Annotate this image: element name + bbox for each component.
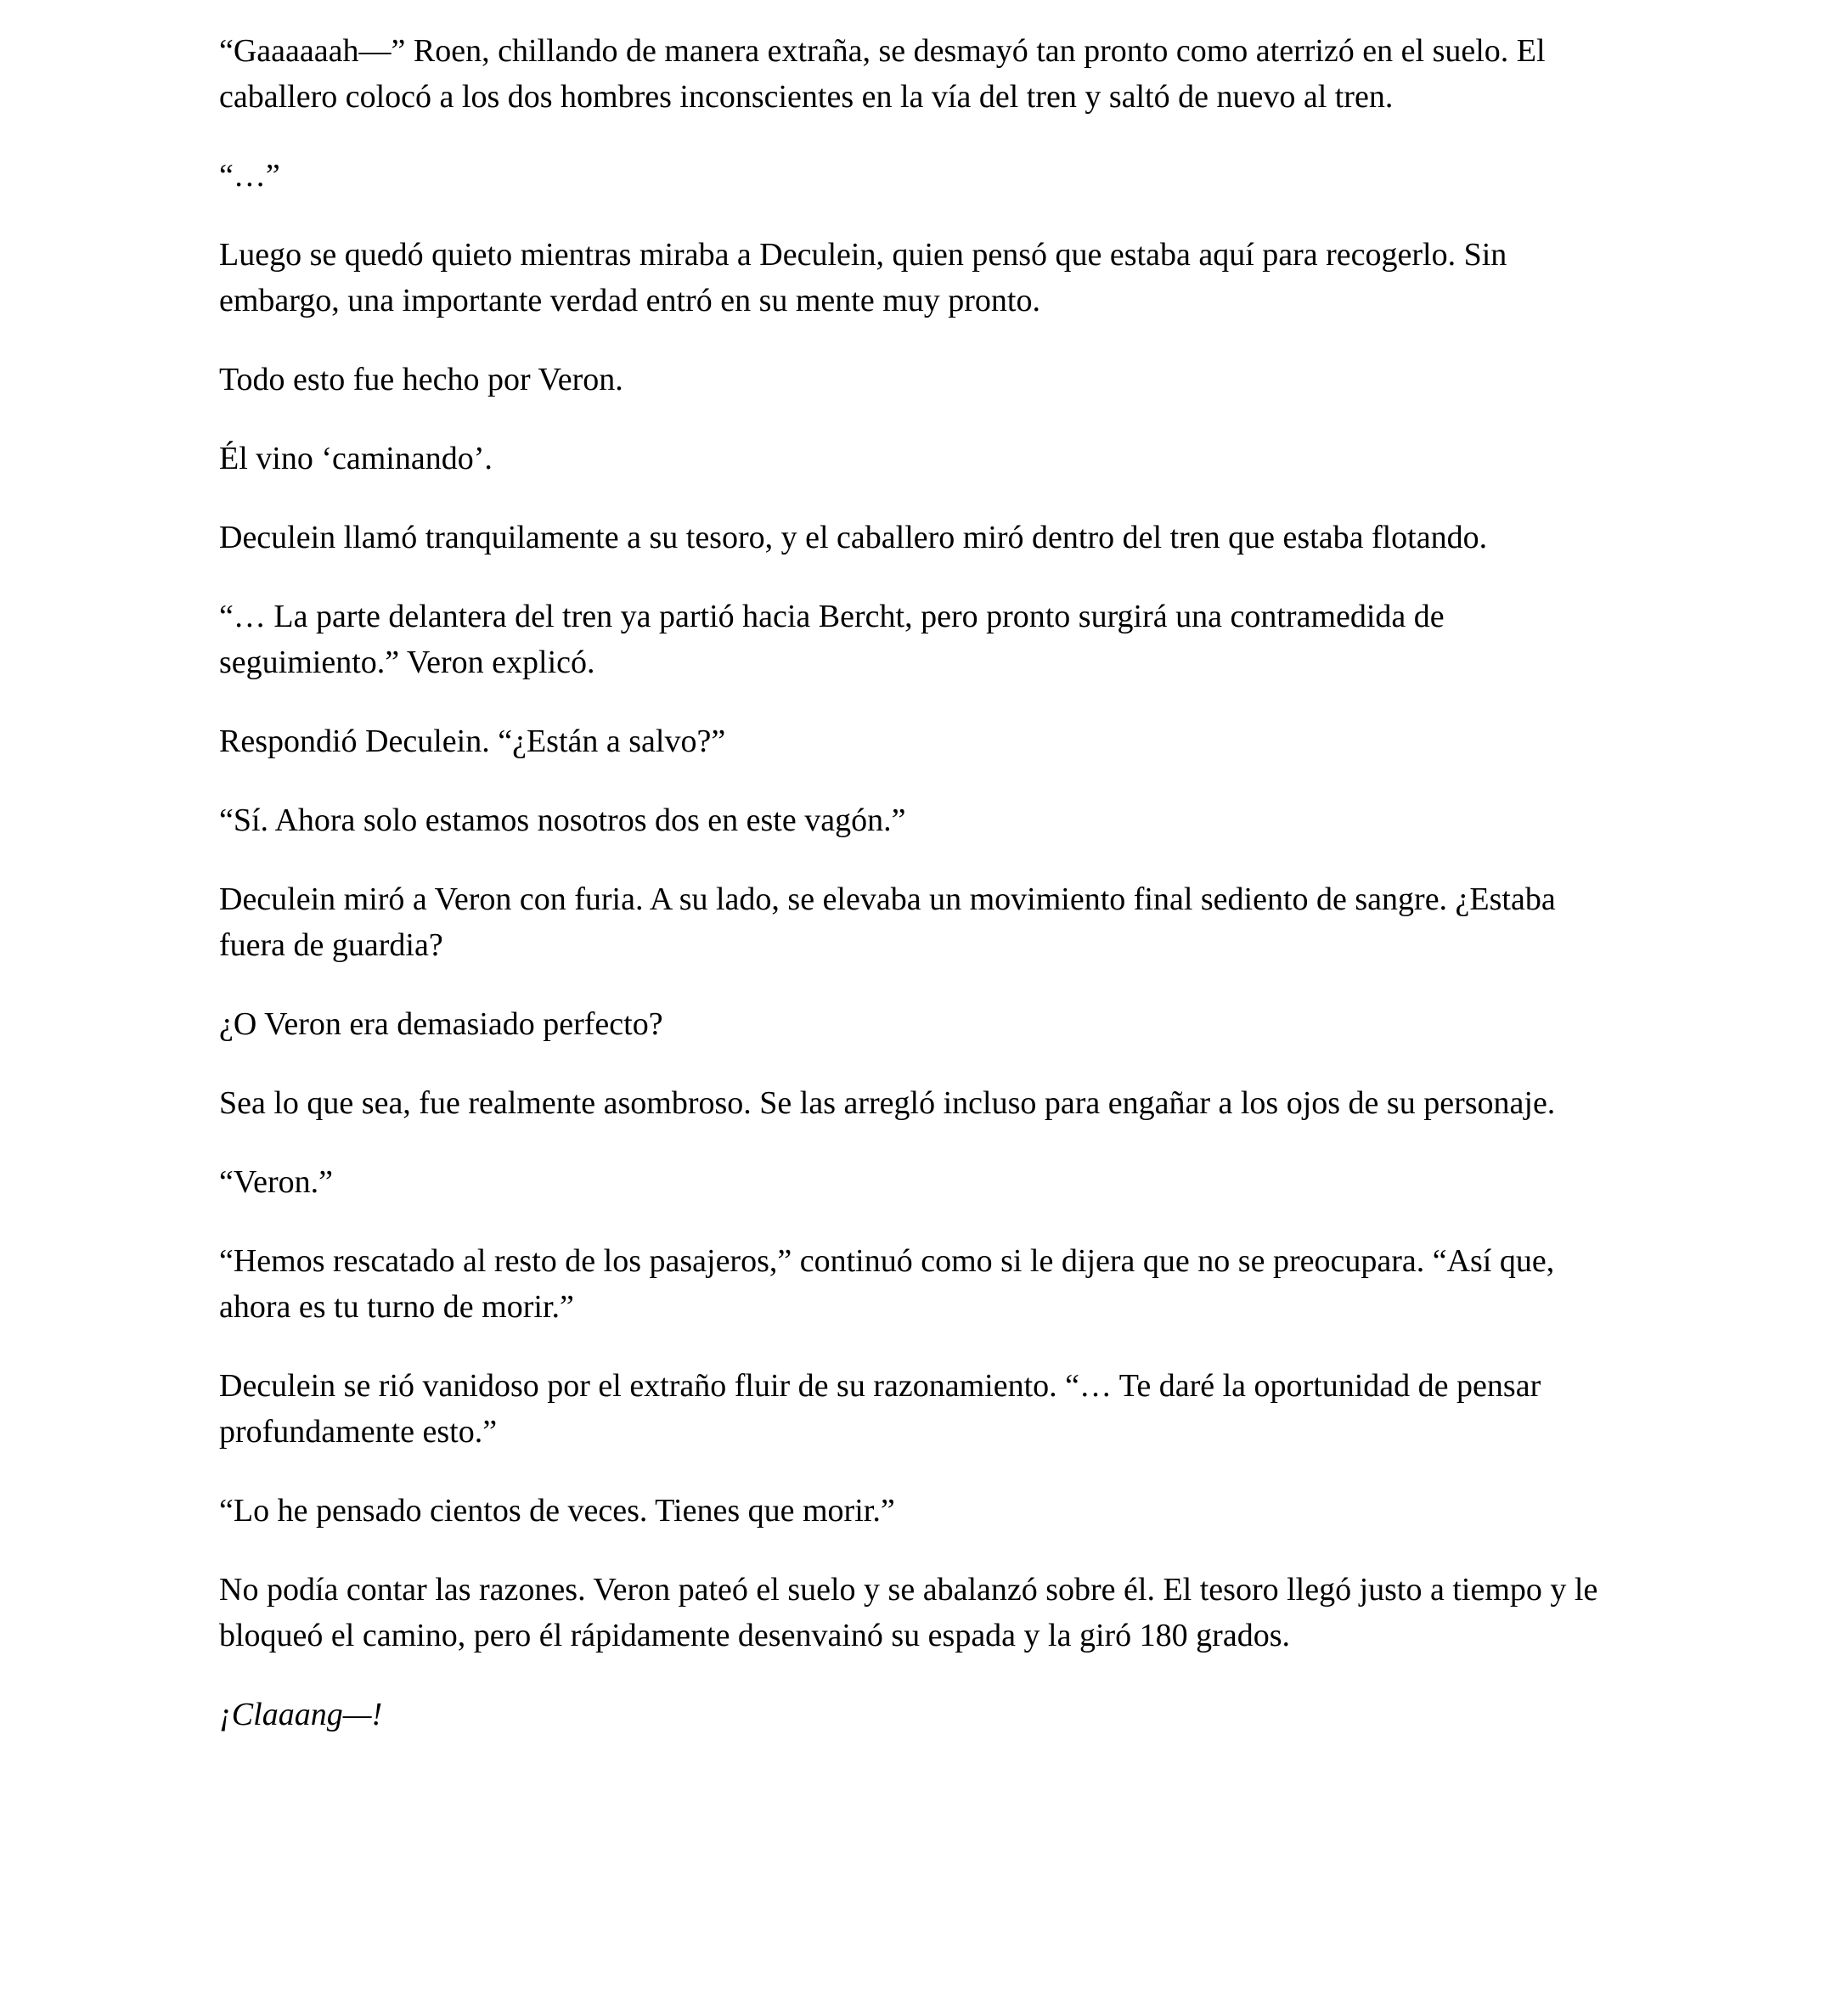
paragraph-5: Él vino ‘caminando’.	[219, 441, 493, 476]
paragraph-1: “Gaaaaaah—” Roen, chillando de manera extraña, se desmayó tan pronto como aterrizó en el suelo. El caballero colocó a los dos hombres inconscientes en la vía del tren y saltó de nuevo al tren.	[219, 33, 1546, 115]
paragraph-15: Deculein se rió vanidoso por el extraño fluir de su razonamiento. “… Te daré la oportunidad de pensar profundamente esto.”	[219, 1368, 1541, 1450]
paragraph-8: Respondió Deculein. “¿Están a salvo?”	[219, 724, 726, 759]
paragraph-3: Luego se quedó quieto mientras miraba a Deculein, quien pensó que estaba aquí para recogerlo. Sin embargo, una importante verdad entró en su mente muy pronto.	[219, 237, 1507, 318]
paragraph-11: ¿O Veron era demasiado perfecto?	[219, 1006, 663, 1042]
paragraph-13: “Veron.”	[219, 1164, 333, 1200]
paragraph-12: Sea lo que sea, fue realmente asombroso. Se las arregló incluso para engañar a los ojos de su personaje.	[219, 1085, 1556, 1121]
paragraph-10: Deculein miró a Veron con furia. A su lado, se elevaba un movimiento final sediento de sangre. ¿Estaba fuera de guardia?	[219, 881, 1556, 963]
paragraph-6: Deculein llamó tranquilamente a su tesoro, y el caballero miró dentro del tren que estaba flotando.	[219, 520, 1488, 555]
paragraph-2: “…”	[219, 158, 280, 194]
paragraph-16: “Lo he pensado cientos de veces. Tienes que morir.”	[219, 1493, 895, 1529]
paragraph-17: No podía contar las razones. Veron pateó el suelo y se abalanzó sobre él. El tesoro llegó justo a tiempo y le bloqueó el camino, pero él rápidamente desenvainó su espada y la giró 180 grados.	[219, 1572, 1598, 1653]
paragraph-9: “Sí. Ahora solo estamos nosotros dos en este vagón.”	[219, 802, 906, 838]
paragraph-18-sound-effect: ¡Claaang—!	[219, 1697, 383, 1732]
paragraph-4: Todo esto fue hecho por Veron.	[219, 362, 623, 397]
paragraph-14: “Hemos rescatado al resto de los pasajeros,” continuó como si le dijera que no se preocupara. “Así que, ahora es tu turno de morir.”	[219, 1243, 1555, 1325]
novel-reader-page	[219, 0, 1629, 1737]
paragraph-7: “… La parte delantera del tren ya partió hacia Bercht, pero pronto surgirá una contramedida de seguimiento.” Veron explicó.	[219, 599, 1445, 680]
